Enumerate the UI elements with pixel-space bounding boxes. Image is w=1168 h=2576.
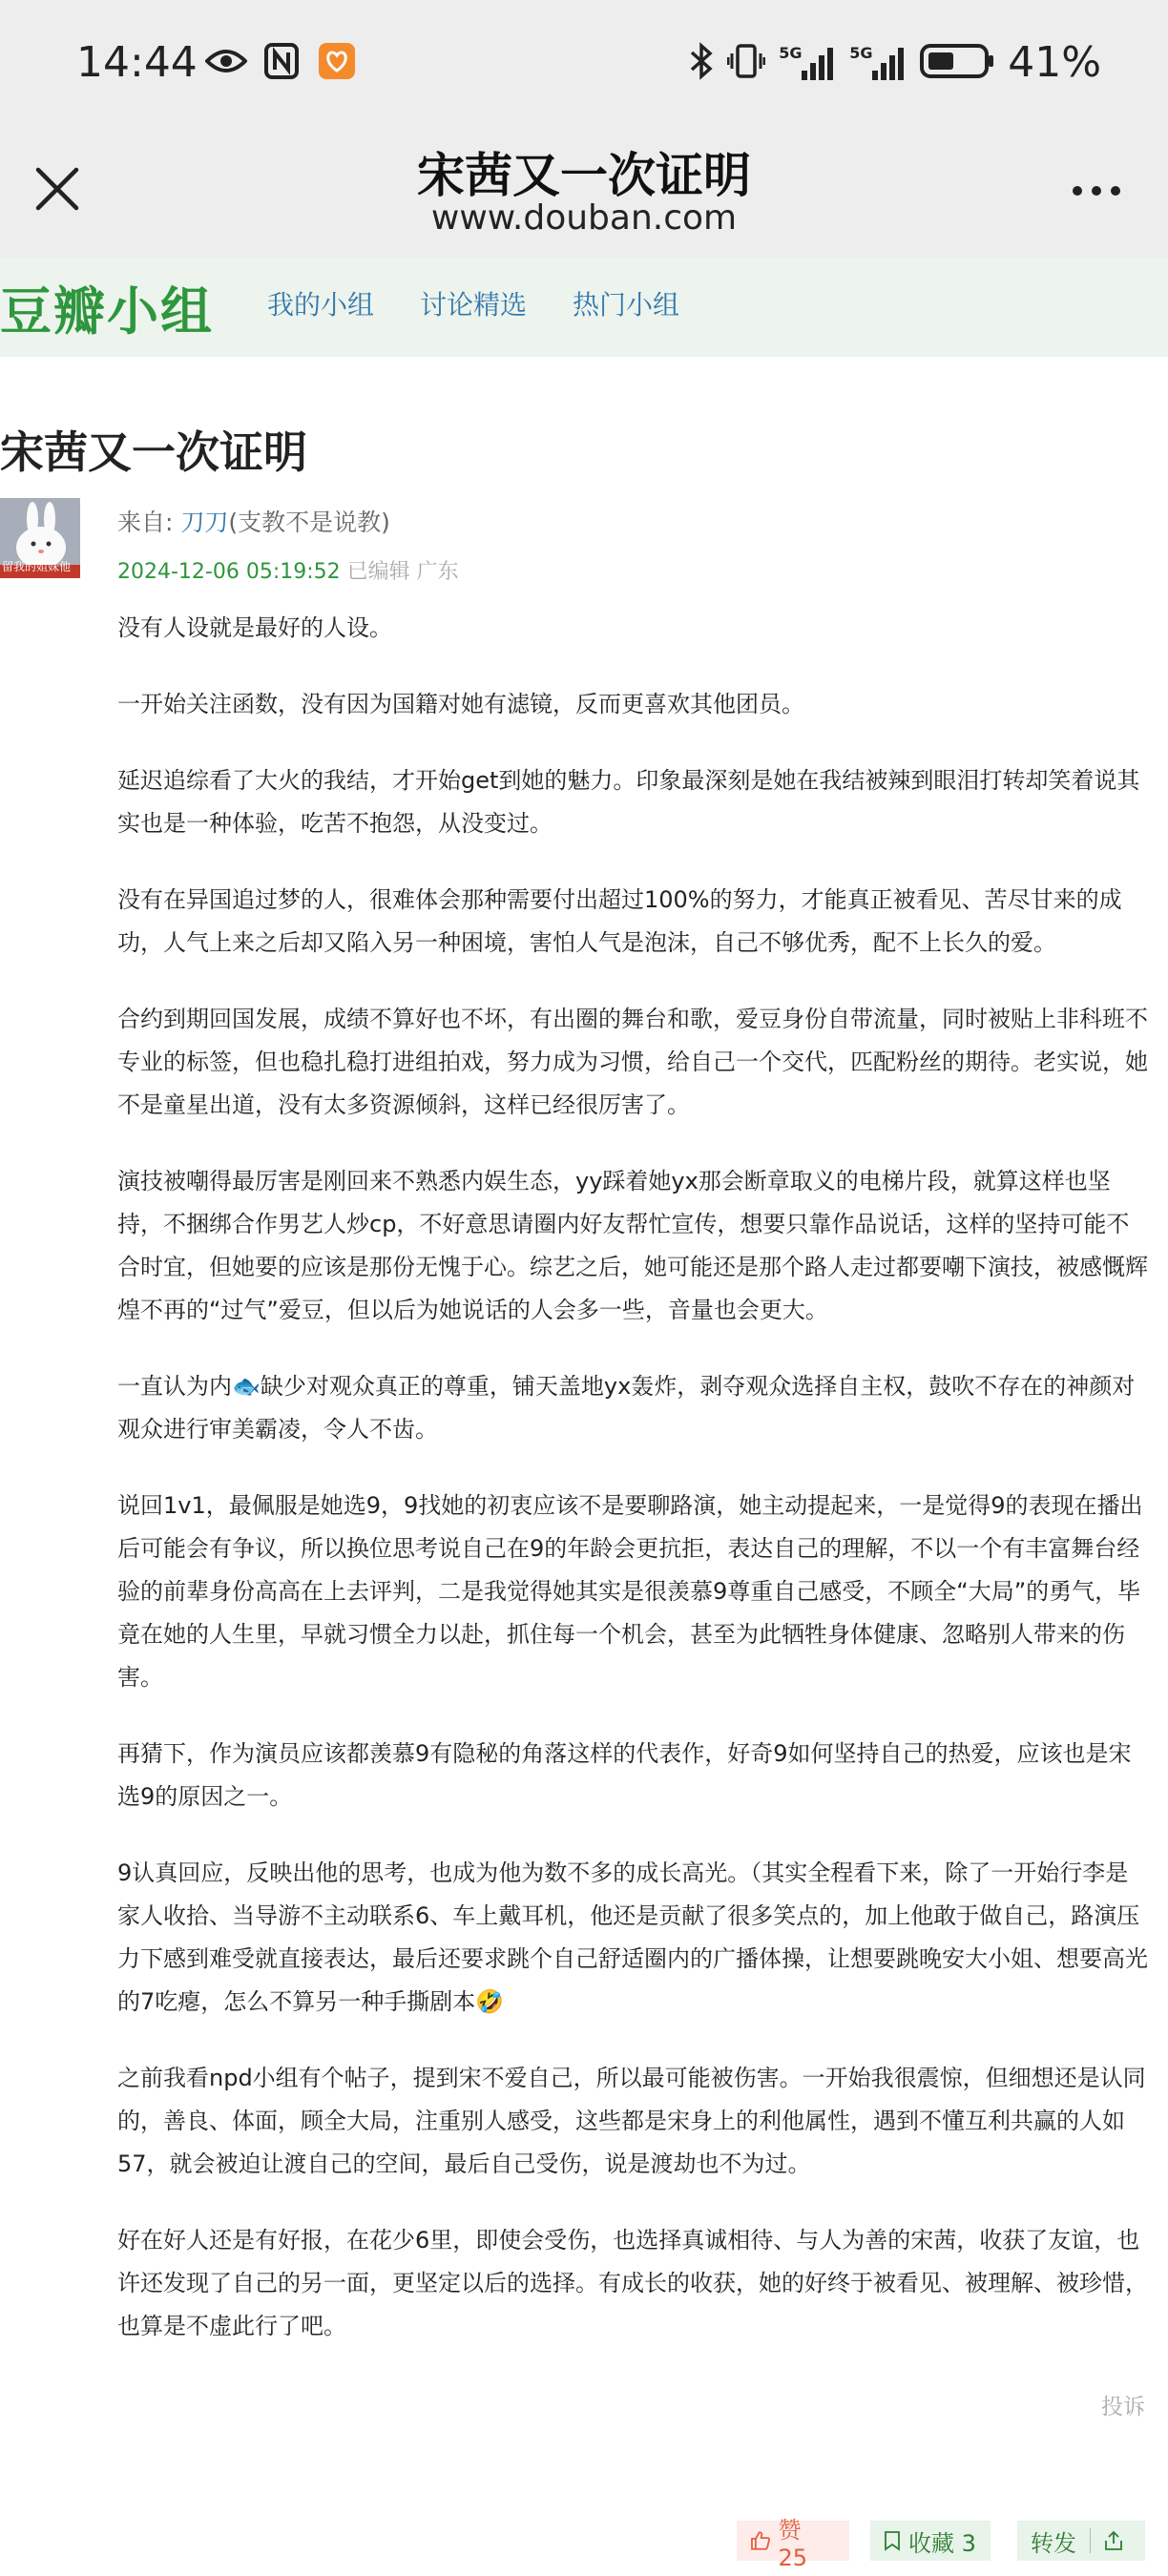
more-dot-icon: [1111, 186, 1120, 196]
paragraph: 合约到期回国发展，成绩不算好也不坏，有出圈的舞台和歌，爱豆身份自带流量，同时被贴上非科班不专业的标签，但也稳扎稳打进组拍戏，努力成为习惯，给自己一个交代，匹配粉丝的期待。老实说，她不是童星出道，没有太多资源倾斜，这样已经很厉害了。: [117, 1006, 1148, 1118]
nav-hot-groups[interactable]: 热门小组: [573, 289, 680, 321]
post-body: [117, 607, 1148, 2381]
douban-group-logo[interactable]: 豆瓣小组: [0, 281, 214, 342]
paragraph: 演技被嘲得最厉害是刚回来不熟悉内娱生态，yy踩着她yx那会断章取义的电梯片段，就算这样也坚持，不捆绑合作男艺人炒cp，不好意思请圈内好友帮忙宣传，想要只靠作品说话，这样的坚持可能不合时宜，但她要的应该是那份无愧于心。综艺之后，她可能还是那个路人走过都要嘲下演技，被感慨辉煌不再的“过气”爱豆，但以后为她说话的人会多一些，音量也会更大。: [117, 1168, 1148, 1323]
edited-label: 已编辑: [346, 560, 410, 584]
from-label: 来自:: [117, 509, 181, 536]
battery-percent: 41%: [1008, 38, 1101, 87]
author-note: (支教不是说教): [228, 509, 390, 536]
nfc-icon: [261, 42, 302, 80]
more-dot-icon: [1092, 186, 1101, 196]
page-url: www.douban.com: [430, 198, 738, 238]
status-left-icons: [205, 42, 358, 80]
report-link[interactable]: 投诉: [1101, 2395, 1145, 2420]
more-menu-button[interactable]: [1063, 177, 1130, 205]
status-time: 14:44: [76, 38, 198, 87]
status-bar: [0, 0, 1168, 134]
signal-icon-1: 5G: [779, 44, 836, 82]
group-navbar: [0, 258, 1168, 357]
like-label: 赞 25: [778, 2516, 807, 2571]
share-button[interactable]: [1017, 2521, 1145, 2561]
thumbs-up-icon: [750, 2530, 770, 2551]
app-notification-icon: [316, 42, 358, 80]
paragraph: 没有在异国追过梦的人，很难体会那种需要付出超过100%的努力，才能真正被看见、苦尽甘来的成功，人气上来之后却又陷入另一种困境，害怕人气是泡沫，自己不够优秀，配不上长久的爱。: [117, 886, 1122, 956]
status-right-icons: [689, 38, 1101, 87]
nav-my-groups[interactable]: 我的小组: [267, 289, 375, 321]
divider: [1090, 2528, 1091, 2553]
paragraph: 一直认为内🐟缺少对观众真正的尊重，铺天盖地yx轰炸，剥夺观众选择自主权，鼓吹不存在的神颜对观众进行审美霸凌，令人不齿。: [117, 1373, 1136, 1443]
share-icon: [1104, 2530, 1123, 2551]
more-dot-icon: [1073, 186, 1082, 196]
bluetooth-icon: [689, 42, 714, 84]
signal-icon-2: 5G: [849, 44, 907, 82]
collect-label: 收藏 3: [908, 2529, 976, 2557]
post-meta: [117, 555, 459, 585]
post-source: [117, 504, 390, 538]
paragraph: 延迟追综看了大火的我结，才开始get到她的魅力。印象最深刻是她在我结被辣到眼泪打转却笑着说其实也是一种体验，吃苦不抱怨，从没变过。: [117, 767, 1140, 837]
paragraph: 好在好人还是有好报，在花少6里，即使会受伤，也选择真诚相待、与人为善的宋茜，收获了友谊，也许还发现了自己的另一面，更坚定以后的选择。有成长的收获，她的好终于被看见、被理解、被珍惜，也算是不虚此行了吧。: [117, 2227, 1148, 2339]
paragraph: 一开始关注函数，没有因为国籍对她有滤镜，反而更喜欢其他团员。: [117, 691, 804, 717]
paragraph: 没有人设就是最好的人设。: [117, 614, 392, 641]
share-label: 转发: [1031, 2529, 1076, 2557]
paragraph: 再猜下，作为演员应该都羡慕9有隐秘的角落这样的代表作，好奇9如何坚持自己的热爱，应该也是宋选9的原因之一。: [117, 1740, 1132, 1810]
page-title: 宋茜又一次证明: [417, 148, 751, 203]
nav-discussion-picks[interactable]: 讨论精选: [420, 289, 528, 321]
battery-icon: [920, 42, 994, 84]
bookmark-icon: [884, 2530, 901, 2551]
like-button[interactable]: [737, 2516, 849, 2571]
browser-header: [0, 134, 1168, 258]
collect-button[interactable]: [870, 2521, 991, 2561]
eye-icon: [205, 42, 247, 80]
paragraph: 说回1v1，最佩服是她选9，9找她的初衷应该不是要聊路演，她主动提起来，一是觉得9的表现在播出后可能会有争议，所以换位思考说自己在9的年龄会更抗拒，表达自己的理解，不以一个有丰富舞台经验的前辈身份高高在上去评判，二是我觉得她其实是很羡慕9尊重自己感受，不顾全“大局”的勇气，毕竟在她的人生里，早就习惯全力以赴，抓住每一个机会，甚至为此牺牲身体健康、忽略别人带来的伤害。: [117, 1492, 1143, 1691]
post-location: 广东: [416, 560, 459, 584]
post-title: 宋茜又一次证明: [0, 426, 307, 478]
avatar-caption: 留我的姐妹他: [2, 560, 72, 573]
paragraph: 9认真回应，反映出他的思考，也成为他为数不多的成长高光。（其实全程看下来，除了一开始行李是家人收拾、当导游不主动联系6、车上戴耳机，他还是贡献了很多笑点的，加上他敢于做自己，路演压力下感到难受就直接表达，最后还要求跳个自己舒适圈内的广播体操，让想要跳晚安大小姐、想要高光的7吃瘪，怎么不算另一种手撕剧本🤣: [117, 1859, 1148, 2015]
vibrate-icon: [727, 42, 765, 84]
paragraph: 之前我看npd小组有个帖子，提到宋不爱自己，所以最可能被伤害。一开始我很震惊，但细想还是认同的，善良、体面，顾全大局，注重别人感受，这些都是宋身上的利他属性，遇到不懂互利共赢的人如57，就会被迫让渡自己的空间，最后自己受伤，说是渡劫也不为过。: [117, 2065, 1146, 2177]
author-link[interactable]: 刀刀: [180, 509, 229, 536]
avatar[interactable]: [0, 498, 80, 578]
action-bar: [0, 2516, 1168, 2571]
post-timestamp: 2024-12-06 05:19:52: [117, 560, 341, 584]
